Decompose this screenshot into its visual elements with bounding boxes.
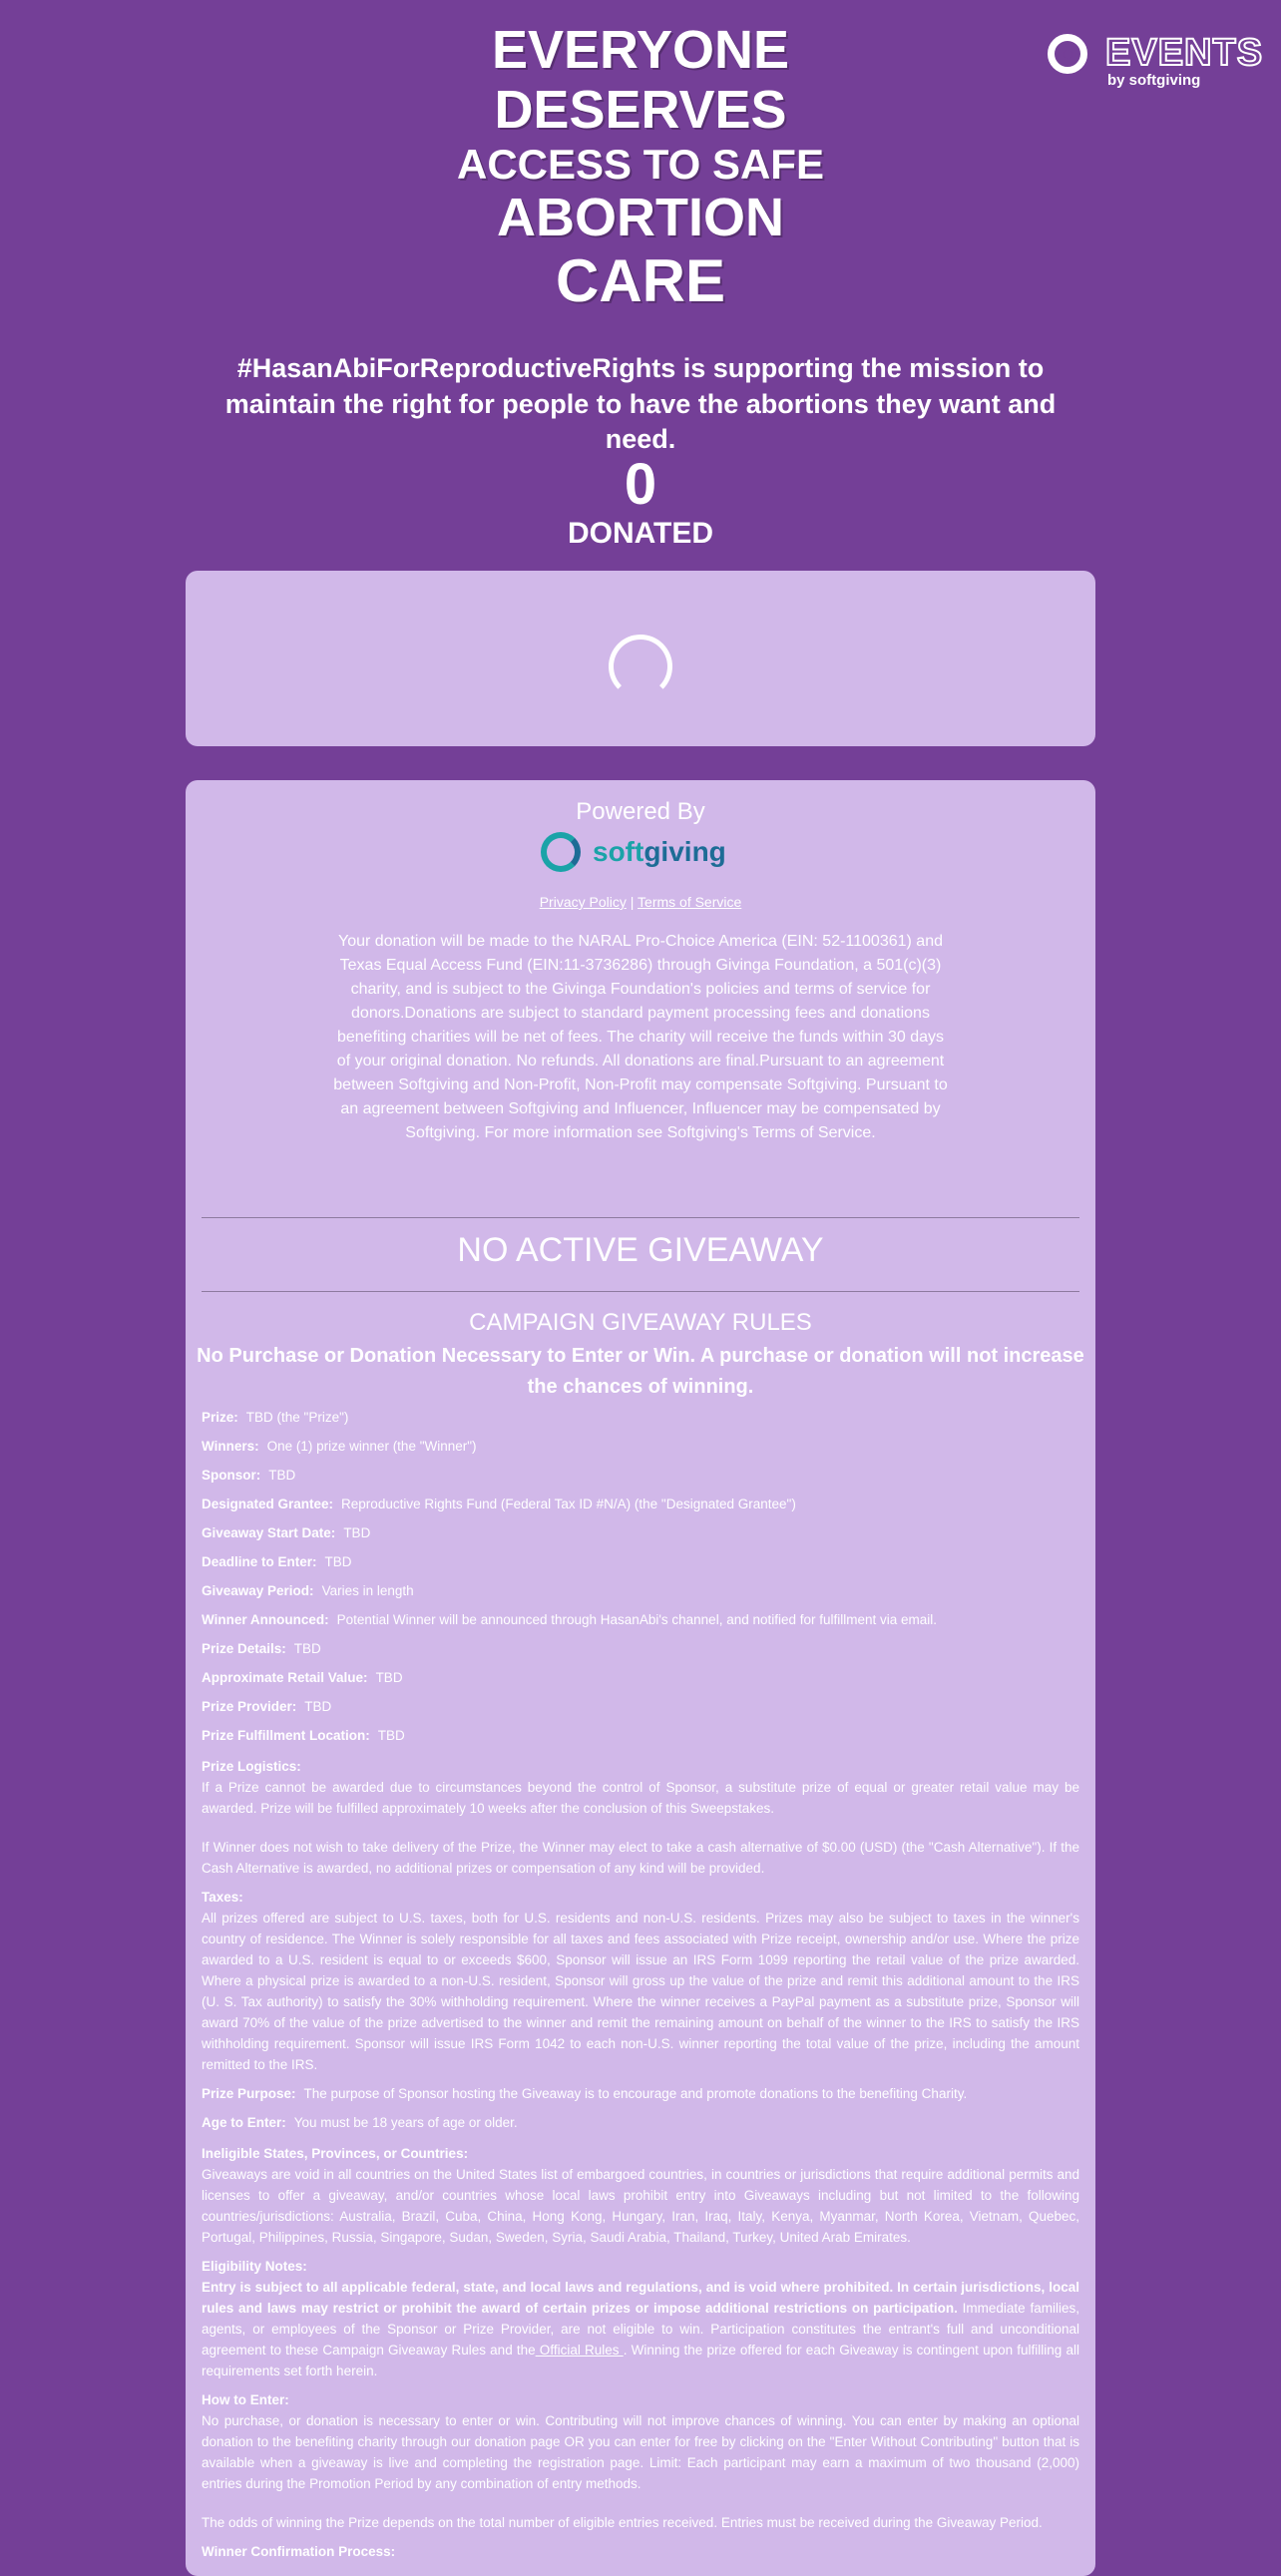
rule-winner-announced: Winner Announced: Potential Winner will be announced through HasanAbi's channel, and notified for fulfillment via email. bbox=[202, 1612, 938, 1627]
donation-widget-card bbox=[186, 571, 1095, 746]
legal-links bbox=[186, 894, 1095, 910]
terms-of-service-link[interactable]: Terms of Service bbox=[638, 894, 742, 910]
events-logo-icon bbox=[1048, 34, 1087, 74]
campaign-subhead: #HasanAbiForReproductiveRights is supporting the mission to maintain the right for people to have the abortions they want and need. bbox=[224, 353, 1057, 455]
rules-subtitle: No Purchase or Donation Necessary to Enter or Win. A purchase or donation will not increase the chances of winning. bbox=[197, 1345, 1084, 1398]
headline-line: ACCESS TO SAFE bbox=[457, 140, 824, 188]
rule-eligibility: Eligibility Notes: Entry is subject to all applicable federal, state, and local laws and regulations, and is void where prohibited. In certain jurisdictions, local rules and laws may restrict or prohibit the award of certain prizes or impose additional restrictions on participation. Immediate families, agents, or employees of the Sponsor or Prize Provider, are not eligible to win. Participation constitutes the entrant's full and unconditional agreement to these Campaign Giveaway Rules and the Official Rules . Winning the prize offered for each Giveaway is contingent upon fulfilling all requirements set forth herein. bbox=[202, 2259, 1079, 2378]
loading-spinner-icon bbox=[609, 635, 672, 698]
powered-by-label: Powered By bbox=[576, 798, 705, 825]
events-logo-word: EVENTS bbox=[1105, 32, 1264, 74]
info-card bbox=[186, 780, 1095, 2576]
events-logo-sub: by softgiving bbox=[1107, 72, 1201, 89]
rule-sponsor: Sponsor: TBD bbox=[202, 1468, 296, 1483]
softgiving-logo-word: softgiving bbox=[593, 836, 726, 867]
rules-title: CAMPAIGN GIVEAWAY RULES bbox=[469, 1309, 812, 1336]
campaign-headline bbox=[341, 20, 940, 315]
headline-line: DESERVES bbox=[494, 80, 787, 141]
rule-retail-value: Approximate Retail Value: TBD bbox=[202, 1670, 403, 1685]
donated-label: DONATED bbox=[567, 517, 714, 550]
rule-period: Giveaway Period: Varies in length bbox=[202, 1583, 414, 1598]
headline-line: EVERYONE bbox=[491, 20, 790, 80]
rule-prize-logistics: Prize Logistics: If a Prize cannot be awarded due to circumstances beyond the control of Sponsor, a substitute prize of equal or greater retail value may be awarded. Prize will be fulfilled approximately 10 weeks after the conclusion of this Sweepstakes. If Winner does not wish to take delivery of the Prize, the Winner may elect to take a cash alternative of $0.00 (USD) (the "Cash Alternative"). If the Cash Alternative is awarded, no additional prizes or compensation of any kind will be provided. bbox=[202, 1759, 1079, 1876]
rule-start-date: Giveaway Start Date: TBD bbox=[202, 1525, 371, 1540]
divider bbox=[202, 1291, 1079, 1292]
privacy-policy-link[interactable]: Privacy Policy bbox=[539, 894, 627, 910]
headline-line: ABORTION bbox=[497, 187, 784, 247]
donation-disclaimer: Your donation will be made to the NARAL Pro-Choice America (EIN: 52-1100361) and Texas Equal Access Fund (EIN:11-3736286) through Givinga Foundation, a 501(c)(3) charity, and is subject to the Givinga Foundation's policies and terms of service for donors.Donations are subject to standard payment processing fees and donations benefiting charities will be net of fees. The charity will receive the funds within 30 days of your original donation. No refunds. All donations are final.Pursuant to an agreement between Softgiving and Non-Profit, Non-Profit may compensate Softgiving. Pursuant to an agreement between Softgiving and Influencer, Influencer may be compensated by Softgiving. For more information see Softgiving's Terms of Service. bbox=[333, 933, 948, 1141]
divider bbox=[202, 1217, 1079, 1218]
link-separator: | bbox=[630, 894, 635, 910]
headline-line: CARE bbox=[555, 247, 725, 315]
rule-how-to-enter: How to Enter: No purchase, or donation is necessary to enter or win. Contributing will not improve chances of winning. You can enter by making an optional donation to the benefiting charity through our donation page OR you can enter for free by clicking on the "Enter Without Contributing" button that is available when a giveaway is live and completing the registration page. Limit: Each participant may earn a maximum of two thousand (2,000) entries during the Promotion Period by any combination of entry methods. The odds of winning the Prize depends on the total number of eligible entries received. Entries must be received during the Giveaway Period. bbox=[202, 2392, 1079, 2530]
softgiving-logo-icon bbox=[541, 832, 581, 872]
rule-prize-details: Prize Details: TBD bbox=[202, 1641, 321, 1656]
rule-age: Age to Enter: You must be 18 years of age or older. bbox=[202, 2115, 518, 2130]
rule-prize-purpose: Prize Purpose: The purpose of Sponsor hosting the Giveaway is to encourage and promote donations to the benefiting Charity. bbox=[202, 2086, 968, 2101]
giveaway-status: NO ACTIVE GIVEAWAY bbox=[457, 1231, 824, 1269]
rule-winners: Winners: One (1) prize winner (the "Winner") bbox=[202, 1439, 477, 1454]
rule-grantee: Designated Grantee: Reproductive Rights Fund (Federal Tax ID #N/A) (the "Designated Grantee") bbox=[202, 1497, 796, 1511]
rule-deadline: Deadline to Enter: TBD bbox=[202, 1554, 352, 1569]
events-logo[interactable] bbox=[1048, 30, 1267, 94]
giveaway-rules bbox=[202, 1407, 1079, 2570]
donated-count: 0 bbox=[624, 452, 657, 517]
rule-prize-provider: Prize Provider: TBD bbox=[202, 1699, 332, 1714]
rule-prize: Prize: TBD (the "Prize") bbox=[202, 1410, 349, 1425]
rule-winner-confirmation: Winner Confirmation Process: bbox=[202, 2544, 396, 2559]
rule-taxes: Taxes: All prizes offered are subject to U.S. taxes, both for U.S. residents and non-U.S. residents. Prizes may also be subject to taxes in the winner's country of residence. The Winner is solely responsible for all taxes and fees associated with Prize receipt, ownership and/or use. Where the prize awarded to a U.S. resident is equal to or exceeds $600, Sponsor will issue an IRS Form 1099 reporting the retail value of the prize awarded. Where a physical prize is awarded to a non-U.S. resident, Sponsor will gross up the value of the prize and remit this additional amount to the IRS (U. S. Tax authority) to satisfy the 30% withholding requirement. Where the winner receives a PayPal payment as a substitute prize, Sponsor will award 70% of the value of the prize advertised to the winner and remit the remaining amount on behalf of the winner to the IRS to satisfy the IRS withholding requirement. Sponsor will issue IRS Form 1042 to each non-U.S. winner reporting the total value of the prize, including the amount remitted to the IRS. bbox=[202, 1890, 1079, 2072]
official-rules-link[interactable]: Official Rules bbox=[535, 2343, 624, 2358]
rule-fulfillment-location: Prize Fulfillment Location: TBD bbox=[202, 1728, 405, 1743]
softgiving-logo[interactable] bbox=[541, 832, 740, 876]
rule-ineligible: Ineligible States, Provinces, or Countries: Giveaways are void in all countries on the United States list of embargoed countries, in countries or jurisdictions that require additional permits and licenses to offer a giveaway, and/or countries whose local laws prohibit entry into Giveaways including but not limited to the following countries/jurisdictions: Australia, Brazil, Cuba, China, Hong Kong, Hungary, Iran, Iraq, Italy, Kenya, Myanmar, North Korea, Vietnam, Quebec, Portugal, Philippines, Russia, Singapore, Sudan, Sweden, Syria, Saudi Arabia, Thailand, Turkey, United Arab Emirates. bbox=[202, 2146, 1079, 2245]
